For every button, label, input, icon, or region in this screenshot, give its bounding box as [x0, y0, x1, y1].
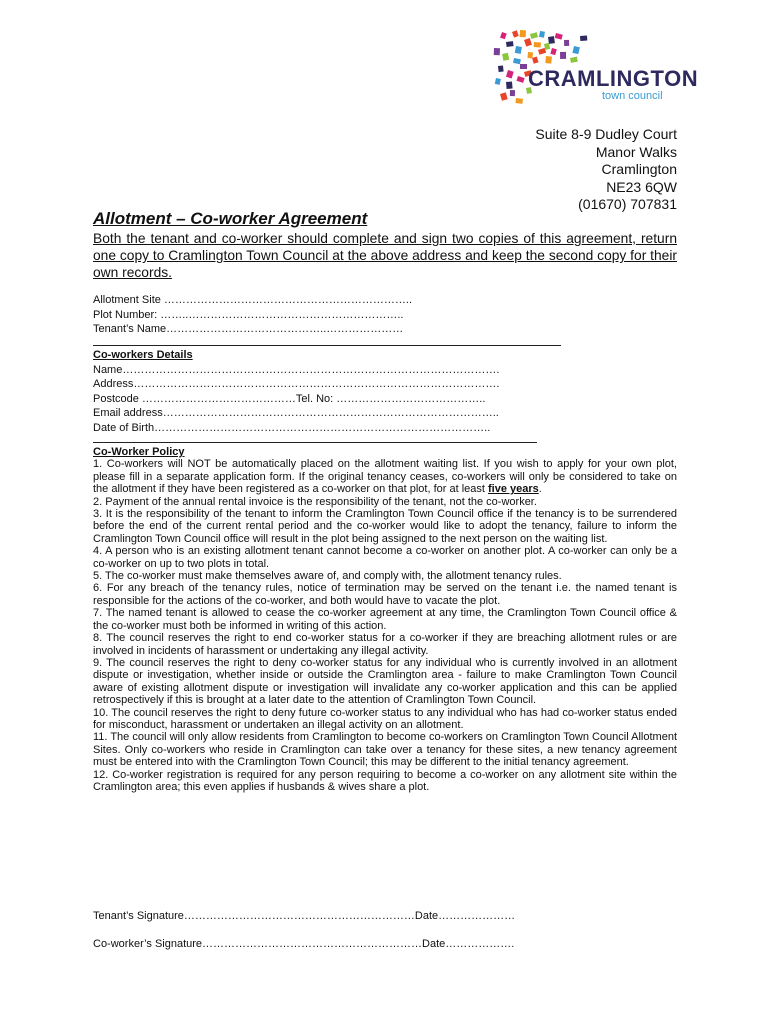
- coworker-policy: [93, 446, 677, 793]
- logo-mosaic-tile: [545, 56, 552, 64]
- policy-item: 12. Co-worker registration is required for any person requiring to become a co-worker on any allotment site within the Cramlington area; this even applies if husbands & wives share a plot.: [93, 768, 677, 793]
- logo-mosaic-tile: [520, 64, 527, 69]
- policy-item: 9. The council reserves the right to deny co-worker status for any individual who is currently involved in an allotment dispute or investigation, whether inside or outside the Cramlington area - failure to make Cramlington Town Council aware of existing allotment dispute or investigation will invalidate any co-worker application and this can be applied retrospectively if this is brought at a later date to the attention of Cramlington Town Council.: [93, 656, 677, 707]
- logo-subtitle: town council: [602, 90, 663, 102]
- policy-item: [93, 458, 677, 495]
- coworker-dob-field[interactable]: Date of Birth………………………………………………………………………………..: [93, 421, 491, 434]
- logo-mosaic-tile: [527, 52, 533, 58]
- logo-mosaic-tile: [530, 32, 538, 39]
- logo-mosaic-tile: [495, 78, 501, 85]
- intro-instructions: Both the tenant and co-worker should complete and sign two copies of this agreement, return one copy to Cramlington Town Council at the above address and keep the second copy for their own records.: [93, 231, 677, 280]
- policy-item: 5. The co-worker must make themselves aware of, and comply with, the allotment tenancy rules.: [93, 570, 562, 583]
- tenant-name-field[interactable]: Tenant’s Name……………………………………..…………………: [93, 323, 404, 335]
- logo-mosaic-tile: [560, 52, 566, 59]
- divider: [93, 345, 561, 346]
- logo-mosaic-tile: [500, 92, 508, 100]
- logo-mosaic-tile: [539, 31, 545, 38]
- logo-mosaic-tile: [572, 46, 579, 54]
- logo-mosaic-tile: [510, 90, 515, 96]
- tenant-fields: [93, 293, 573, 337]
- page-title: Allotment – Co-worker Agreement: [93, 209, 368, 228]
- policy-item: 7. The named tenant is allowed to cease the co-worker agreement at any time, the Cramlington Town Council office & the co-worker must both be informed in writing of this action.: [93, 607, 677, 632]
- logo-mosaic-tile: [506, 70, 514, 78]
- logo-mosaic-tile: [506, 81, 513, 88]
- tenant-signature-field[interactable]: Tenant’s Signature………………………………………………………Date…………………: [93, 910, 516, 922]
- logo-mosaic-tile: [534, 42, 541, 47]
- logo-mosaic-tile: [524, 38, 532, 47]
- policy-item-text: .: [538, 483, 542, 496]
- divider: [93, 442, 537, 443]
- logo-mosaic-tile: [512, 30, 519, 37]
- policy-item: 6. For any breach of the tenancy rules, notice of termination may be served on the tenant i.e. the named tenant is responsible for the actions of the co-worker, and both would have to vacate the plot.: [93, 582, 677, 607]
- logo-mosaic-tile: [570, 57, 578, 63]
- coworker-email-field[interactable]: Email address………………………………………………………………………………..: [93, 407, 499, 419]
- cramlington-logo: [490, 28, 699, 108]
- logo-mosaic-tile: [498, 65, 504, 71]
- logo-mosaic-tile: [494, 48, 500, 55]
- logo-mosaic-tile: [538, 48, 546, 55]
- policy-item: 10. The council reserves the right to deny future co-worker status to any individual who has had co-worker status ended for misconduct, harassment or undertaken an illegal activity on an allotment.: [93, 706, 677, 731]
- coworker-postcode-tel-field[interactable]: Postcode ……………………………………Tel. No: …………………………………..: [93, 392, 486, 405]
- logo-name: CRAMLINGTON: [528, 66, 699, 91]
- policy-heading: Co-Worker Policy: [93, 446, 185, 458]
- address-line: Suite 8-9 Dudley Court: [535, 126, 677, 142]
- policy-item: 11. The council will only allow residents from Cramlington to become co-workers on Cramlington Town Council Allotment Sites. Only co-workers who reside in Cramlington can take over a tenancy for these sites, a new tenancy agreement must be entered into with the Cramlington Town Council; this may be different to the initial tenancy agreement.: [93, 731, 677, 769]
- address-block: [535, 126, 677, 214]
- address-line: Cramlington: [601, 161, 677, 177]
- logo-mosaic-tile: [532, 57, 539, 64]
- logo-mosaic-tile: [500, 32, 507, 39]
- five-years-emphasis: five years: [488, 483, 539, 496]
- policy-item: 3. It is the responsibility of the tenant to inform the Cramlington Town Council office if the tenancy is to be surrendered before the end of the current rental period and the co-worker would like to adopt the tenancy, failure to inform the Cramlington Town Council office will result in the plot being assigned to the next person on the waiting list.: [93, 508, 677, 545]
- coworker-address-field[interactable]: Address……………………………………………………………………………………….: [93, 378, 500, 390]
- logo-mosaic-tile: [550, 48, 556, 55]
- logo-mosaic-tile: [515, 98, 523, 104]
- logo-mosaic-tile: [502, 53, 509, 61]
- policy-item: 4. A person who is an existing allotment tenant cannot become a co-worker on another plot. A co-worker can only be a co-worker on up to two plots in total.: [93, 545, 677, 570]
- policy-item-text: 1. Co-workers will NOT be automatically placed on the allotment waiting list. If you wish to apply for your own plot, please fill in a separate application form. If the original tenancy ceases, co-workers will only be considered to take on the allotment if they have been registered as a co-worker on that plot, for at least: [93, 458, 677, 496]
- coworker-details: [93, 348, 573, 435]
- plot-number-field[interactable]: Plot Number: ……..…………………………………………………..: [93, 308, 404, 321]
- logo-mosaic-tile: [516, 76, 524, 83]
- address-line: Manor Walks: [595, 143, 677, 160]
- logo-mosaic-tile: [564, 40, 569, 46]
- allotment-site-field[interactable]: Allotment Site …………………………………………………………..: [93, 294, 413, 306]
- logo-mosaic-tile: [580, 36, 587, 41]
- logo-mosaic-tile: [555, 33, 563, 40]
- address-phone: (01670) 707831: [578, 196, 677, 212]
- coworker-signature-field[interactable]: Co-worker’s Signature……………………………………………………Date……………….: [93, 938, 515, 950]
- logo-mosaic-tile: [513, 58, 521, 64]
- coworker-details-heading: Co-workers Details: [93, 349, 193, 361]
- policy-item: 2. Payment of the annual rental invoice is the responsibility of the tenant, not the co-worker.: [93, 495, 537, 508]
- coworker-name-field[interactable]: Name………………………………………………………………………………………….: [93, 363, 500, 376]
- address-line: NE23 6QW: [606, 178, 677, 195]
- logo-mosaic-tile: [515, 46, 522, 54]
- policy-item: 8. The council reserves the right to end co-worker status for a co-worker if they are breaching allotment rules or are involved in incidents of harassment or undertaking any illegal activity.: [93, 632, 677, 657]
- logo-mosaic-tile: [506, 41, 514, 47]
- logo-mosaic-tile: [520, 30, 526, 37]
- logo-mosaic-tile: [548, 36, 555, 44]
